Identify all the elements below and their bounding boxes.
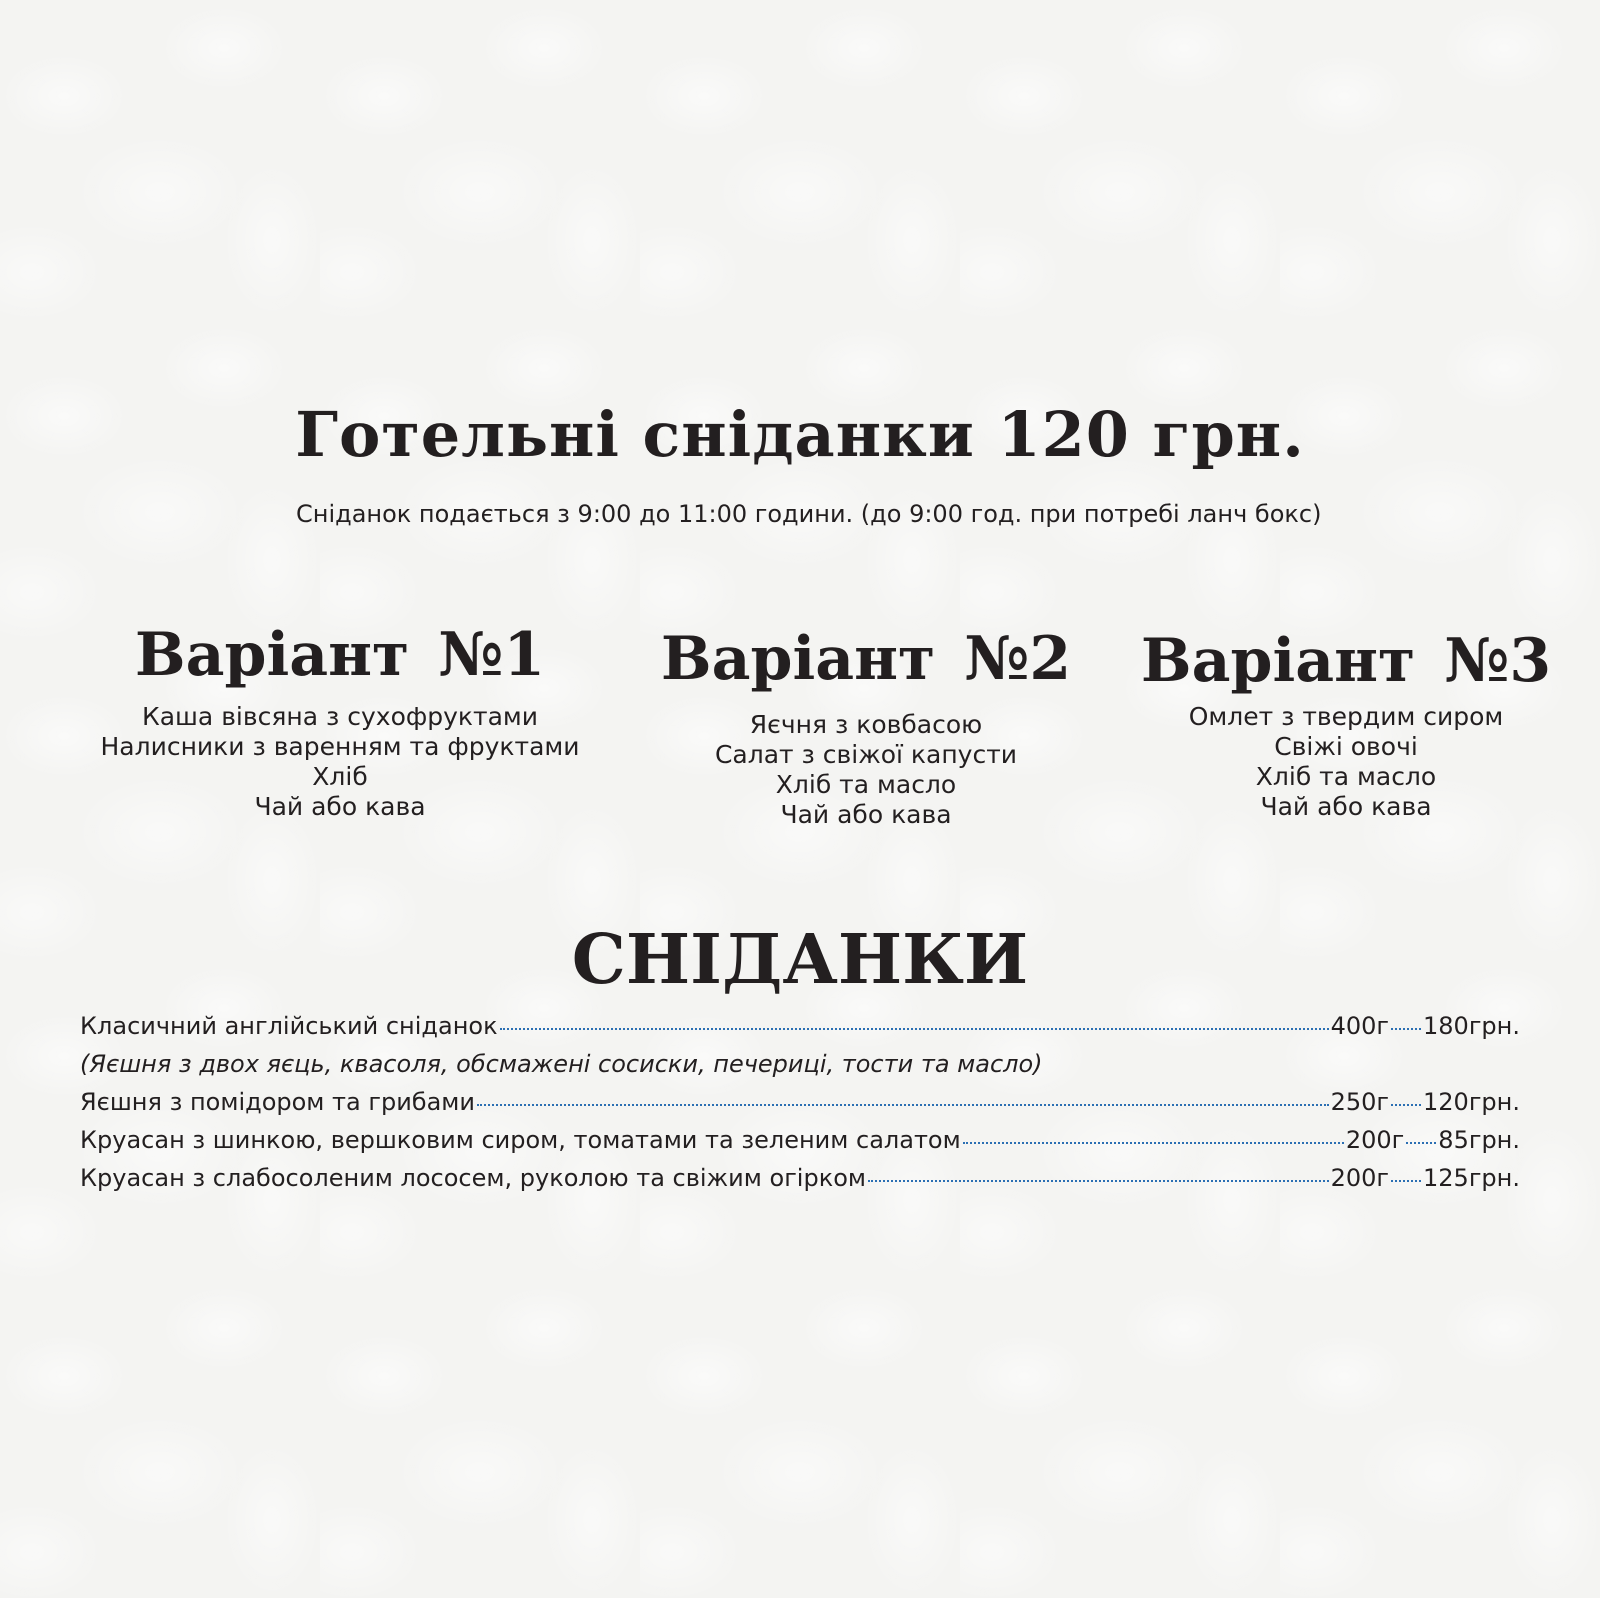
leader-dots — [500, 1028, 1329, 1030]
variant-1 — [70, 620, 610, 822]
leader-dots — [477, 1104, 1329, 1106]
variant-item: Чай або кава — [254, 792, 426, 821]
menu-item-description: (Яєшня з двох яєць, квасоля, обсмажені сосиски, печериці, тости та масло) — [80, 1050, 1043, 1078]
menu-item-name: Круасан з слабосоленим лососем, руколою та свіжим огірком — [80, 1164, 866, 1192]
menu-item-name: Круасан з шинкою, вершковим сиром, томатами та зеленим салатом — [80, 1126, 961, 1154]
menu-item-price: 85грн. — [1438, 1126, 1520, 1154]
leader-dots — [1391, 1028, 1421, 1030]
variant-item: Налисники з варенням та фруктами — [100, 732, 580, 761]
variant-items — [1076, 702, 1600, 822]
variant-items — [596, 710, 1136, 830]
menu-item — [80, 1012, 1520, 1050]
leader-dots — [868, 1180, 1329, 1182]
menu-item-name: Яєшня з помідором та грибами — [80, 1088, 476, 1116]
variant-item: Хліб та масло — [775, 770, 957, 799]
leader-dots — [1406, 1142, 1436, 1144]
variant-item: Салат з свіжої капусти — [714, 740, 1018, 769]
variant-item: Свіжі овочі — [1274, 732, 1418, 761]
breakfasts-title: СНІДАНКИ — [571, 920, 1029, 1000]
menu-item-weight: 200г — [1345, 1126, 1405, 1154]
variant-item: Яєчня з ковбасою — [749, 710, 983, 739]
variant-3 — [1076, 626, 1600, 822]
menu-item-price: 125грн. — [1423, 1164, 1520, 1192]
variant-title: Варіант №2 — [660, 624, 1072, 694]
breakfast-menu-list — [80, 1012, 1520, 1202]
variant-item: Каша вівсяна з сухофруктами — [141, 702, 539, 731]
serving-hours-note: Сніданок подається з 9:00 до 11:00 години. (до 9:00 год. при потребі ланч бокс) — [296, 500, 1322, 528]
variant-item: Хліб — [312, 762, 368, 791]
variant-title: Варіант №1 — [134, 620, 546, 690]
leader-dots — [1391, 1180, 1421, 1182]
page-title: Готельні сніданки 120 грн. — [295, 398, 1305, 471]
menu-item-weight: 200г — [1330, 1164, 1390, 1192]
variant-item: Омлет з твердим сиром — [1188, 702, 1504, 731]
variant-title: Варіант №3 — [1140, 626, 1552, 696]
variant-item: Хліб та масло — [1255, 762, 1437, 791]
variant-item: Чай або кава — [780, 800, 952, 829]
menu-item-weight: 400г — [1330, 1012, 1390, 1040]
menu-item-weight: 250г — [1330, 1088, 1390, 1116]
menu-item — [80, 1164, 1520, 1202]
menu-item-price: 180грн. — [1423, 1012, 1520, 1040]
menu-item — [80, 1126, 1520, 1164]
leader-dots — [1391, 1104, 1421, 1106]
menu-item-name: Класичний англійський сніданок — [80, 1012, 498, 1040]
variant-2 — [596, 624, 1136, 830]
menu-item — [80, 1088, 1520, 1126]
variant-item: Чай або кава — [1260, 792, 1432, 821]
leader-dots — [963, 1142, 1344, 1144]
menu-item-price: 120грн. — [1423, 1088, 1520, 1116]
variant-items — [70, 702, 610, 822]
